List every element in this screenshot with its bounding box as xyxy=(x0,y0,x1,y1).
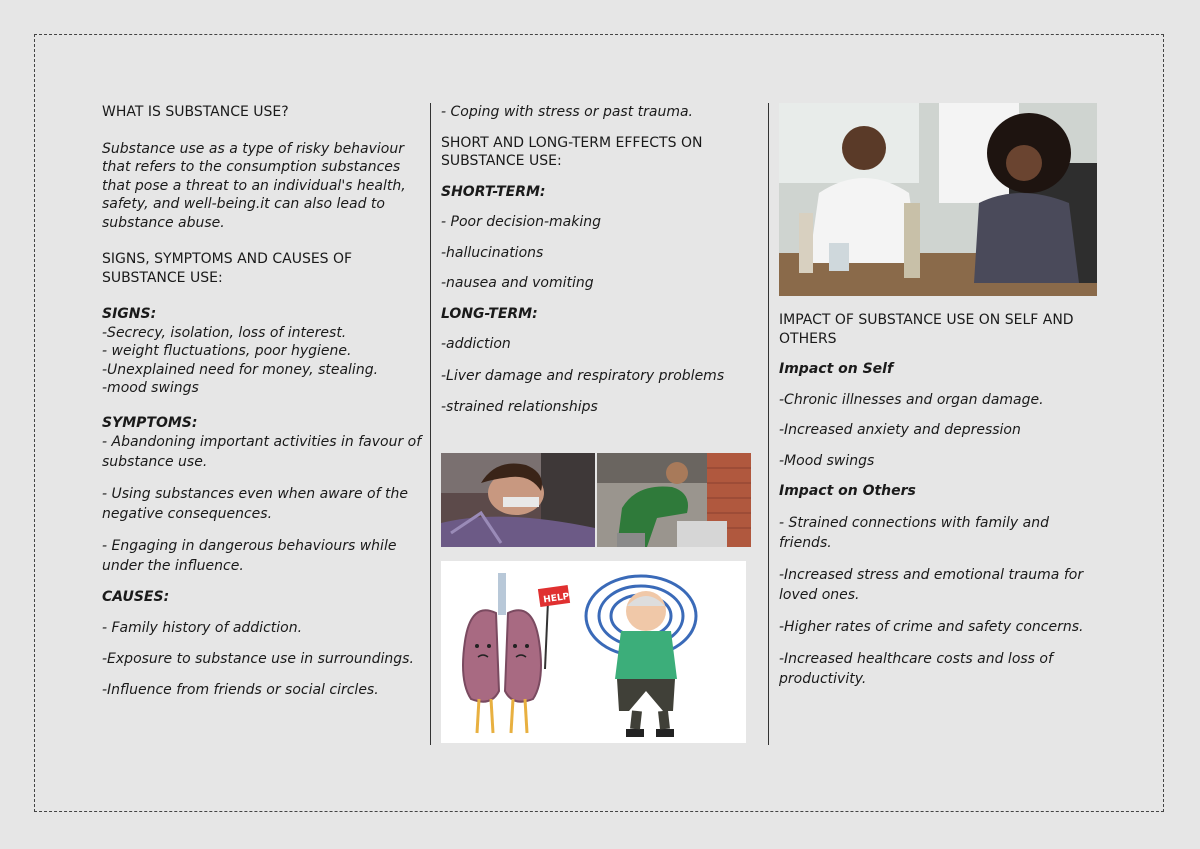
man-vomiting-illustration xyxy=(597,453,751,547)
long-term-item: -addiction xyxy=(441,336,511,352)
long-term-item: -strained relationships xyxy=(441,398,598,415)
long-term-item: -Liver damage and respiratory problems xyxy=(441,367,725,384)
photo-man-vomiting xyxy=(597,453,751,547)
impact-others-item: -Higher rates of crime and safety concerns. xyxy=(779,618,1084,635)
symptom-item: - Engaging in dangerous behaviours while under the influence. xyxy=(102,538,397,574)
long-term-label: LONG-TERM: xyxy=(441,305,538,322)
impact-others-item: -Increased healthcare costs and loss of productivity. xyxy=(779,650,1053,687)
short-term-item: - Poor decision-making xyxy=(441,214,602,230)
couple-arguing-illustration xyxy=(779,103,1097,296)
sign-item: -mood swings xyxy=(102,380,199,396)
short-term-item: -nausea and vomiting xyxy=(441,275,594,291)
impact-self-item: -Chronic illnesses and organ damage. xyxy=(779,391,1044,408)
definition-text: Substance use as a type of risky behaviour that refers to the consumption substances that pose a threat to an individual's health, safety, and well-being.it can also lead to substance abuse. xyxy=(102,140,406,231)
short-term-item: -hallucinations xyxy=(441,244,544,261)
column-impact xyxy=(779,311,1099,689)
column-what-is xyxy=(102,103,422,700)
help-sign-text: HELP xyxy=(542,591,570,606)
heading-what-is-substance-use: WHAT IS SUBSTANCE USE? xyxy=(102,104,289,120)
cause-item: -Influence from friends or social circles. xyxy=(102,682,379,698)
short-term-label: SHORT-TERM: xyxy=(441,183,546,200)
sign-item: -Secrecy, isolation, loss of interest. xyxy=(102,324,347,341)
symptom-item: - Using substances even when aware of the negative consequences. xyxy=(102,486,408,522)
causes-label: CAUSES: xyxy=(102,589,170,605)
cause-item-continued: - Coping with stress or past trauma. xyxy=(441,104,694,120)
sign-item: -Unexplained need for money, stealing. xyxy=(102,361,379,378)
signs-label: SIGNS: xyxy=(102,306,157,322)
impact-others-item: -Increased stress and emotional trauma for loved ones. xyxy=(779,566,1084,603)
heading-signs-symptoms-causes: SIGNS, SYMPTOMS AND CAUSES OF SUBSTANCE USE: xyxy=(102,251,353,286)
column-divider-1 xyxy=(430,103,431,745)
photo-couple-arguing xyxy=(779,103,1097,296)
symptom-item: - Abandoning important activities in favour of substance use. xyxy=(102,434,422,470)
photo-overdose-patient xyxy=(441,453,595,547)
heading-impact: IMPACT OF SUBSTANCE USE ON SELF AND OTHERS xyxy=(779,312,1074,347)
column-effects xyxy=(441,103,751,416)
impact-on-self-label: Impact on Self xyxy=(779,361,894,377)
sick-lungs-stressed-man-illustration xyxy=(441,561,746,743)
cause-item: -Exposure to substance use in surroundings. xyxy=(102,651,414,667)
impact-others-item: - Strained connections with family and friends. xyxy=(779,514,1049,551)
cause-item: - Family history of addiction. xyxy=(102,619,303,636)
impact-self-item: -Mood swings xyxy=(779,452,875,469)
impact-self-item: -Increased anxiety and depression xyxy=(779,422,1021,438)
symptoms-label: SYMPTOMS: xyxy=(102,414,198,431)
illustration-lungs-stress xyxy=(441,561,746,743)
column-divider-2 xyxy=(768,103,769,745)
sign-item: - weight fluctuations, poor hygiene. xyxy=(102,343,352,359)
impact-on-others-label: Impact on Others xyxy=(779,483,916,499)
heading-effects: SHORT AND LONG-TERM EFFECTS ON SUBSTANCE USE: xyxy=(441,134,703,169)
overdose-patient-illustration xyxy=(441,453,595,547)
